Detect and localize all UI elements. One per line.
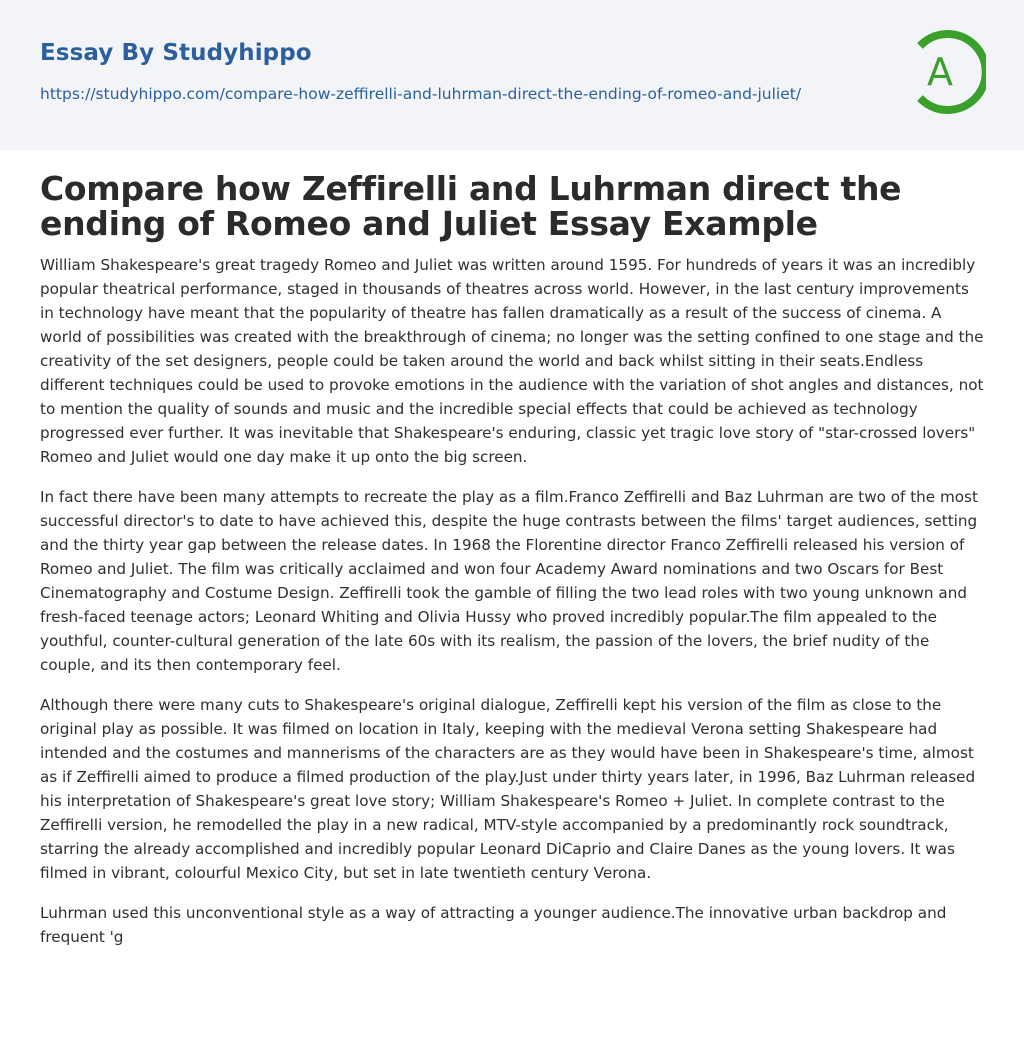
article-title: Compare how Zeffirelli and Luhrman direct the ending of Romeo and Juliet Essay Example <box>40 169 902 243</box>
studyhippo-logo-icon[interactable] <box>912 30 986 114</box>
article-paragraph: William Shakespeare's great tragedy Romeo and Juliet was written around 1595. For hundreds of years it was an incredibly popular theatrical performance, staged in thousands of theatres across world. However, in the last century improvements in technology have meant that the popularity of theatre has fallen dramatically as a result of the success of cinema. A world of possibilities was created with the breakthrough of cinema; no longer was the setting confined to one stage and the creativity of the set designers, people could be taken around the world and back whilst sitting in their seats.Endless different techniques could be used to provoke emotions in the audience with the variation of shot angles and distances, not to mention the quality of sounds and music and the incredible special effects that could be achieved as technology progressed ever further. It was inevitable that Shakespeare's enduring, classic yet tragic love story of "star-crossed lovers" Romeo and Juliet would one day make it up onto the big screen. <box>40 256 984 466</box>
site-brand[interactable]: Essay By Studyhippo <box>40 40 312 66</box>
source-url-link[interactable]: https://studyhippo.com/compare-how-zeffirelli-and-luhrman-direct-the-ending-of-romeo-and-juliet/ <box>40 85 802 103</box>
article-paragraph: In fact there have been many attempts to recreate the play as a film.Franco Zeffirelli and Baz Luhrman are two of the most successful director's to date to have achieved this, despite the huge contrasts between the films' target audiences, setting and the thirty year gap between the release dates. In 1968 the Florentine director Franco Zeffirelli released his version of Romeo and Juliet. The film was critically acclaimed and won four Academy Award nominations and two Oscars for Best Cinematography and Costume Design. Zeffirelli took the gamble of filling the two lead roles with two young unknown and fresh-faced teenage actors; Leonard Whiting and Olivia Hussy who proved incredibly popular.The film appealed to the youthful, counter-cultural generation of the late 60s with its realism, the passion of the lovers, the brief nudity of the couple, and its then contemporary feel. <box>40 488 978 674</box>
article-paragraph: Although there were many cuts to Shakespeare's original dialogue, Zeffirelli kept his version of the film as close to the original play as possible. It was filmed on location in Italy, keeping with the medieval Verona setting Shakespeare had intended and the costumes and mannerisms of the characters are as they would have been in Shakespeare's time, almost as if Zeffirelli aimed to produce a filmed production of the play.Just under thirty years later, in 1996, Baz Luhrman released his interpretation of Shakespeare's great love story; William Shakespeare's Romeo + Juliet. In complete contrast to the Zeffirelli version, he remodelled the play in a new radical, MTV-style accompanied by a predominantly rock soundtrack, starring the already accomplished and incredibly popular Leonard DiCaprio and Claire Danes as the young lovers. It was filmed in vibrant, colourful Mexico City, but set in late twentieth century Verona. <box>40 696 976 882</box>
logo-letter: A <box>927 50 953 94</box>
site-header <box>0 0 1024 150</box>
article <box>0 171 1024 949</box>
article-paragraph: Luhrman used this unconventional style as a way of attracting a younger audience.The innovative urban backdrop and frequent 'g <box>40 904 947 946</box>
